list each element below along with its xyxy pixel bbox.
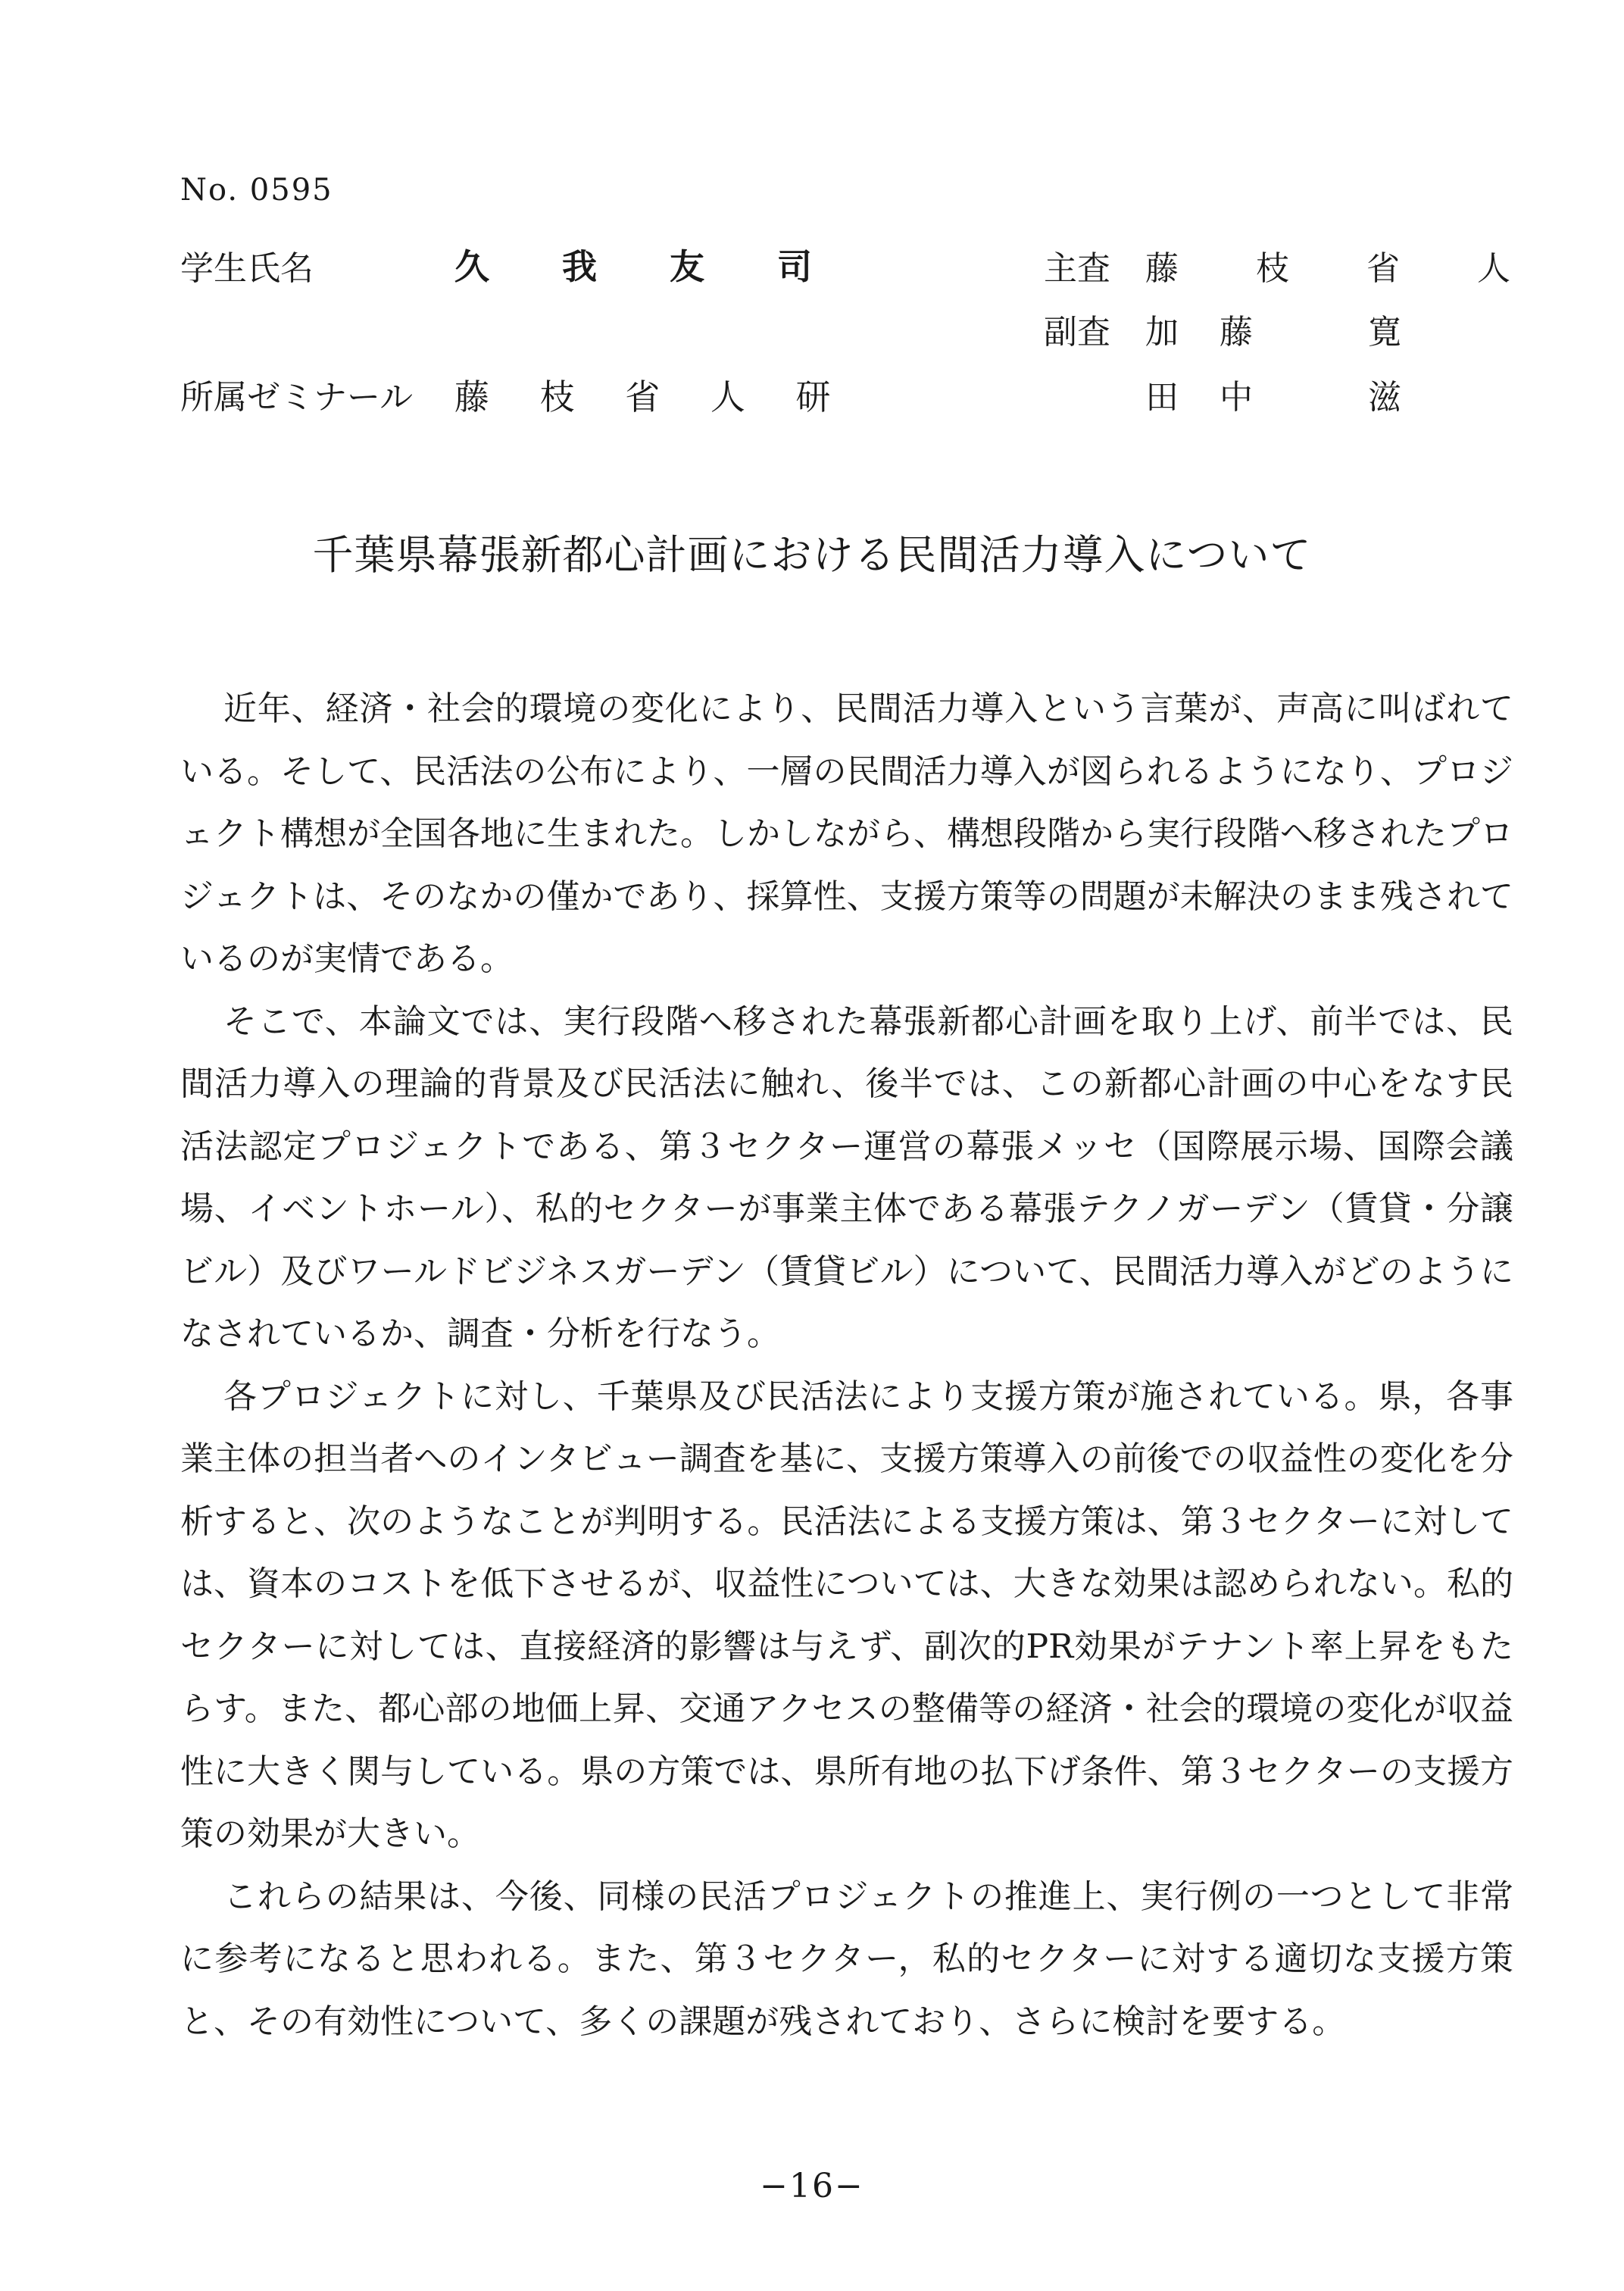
sub-examiner-label: 副査 [1044,313,1110,352]
student-name: 久 我 友 司 [454,246,843,287]
seminar-label: 所属ゼミナール [180,378,414,417]
paragraph: これらの結果は、今後、同様の民活プロジェクトの推進上、実行例の一つとして非常に参考になると思われる。また、第３セクター，私的セクターに対する適切な支援方策と、その有効性について、多くの課題が残されており、さらに検討を要する。 [180,1877,1513,2041]
document-number: No. 0595 [180,173,333,208]
page-number: −16− [760,2167,864,2205]
student-name-label: 学生氏名 [180,249,314,288]
sub-examiner-name: 加 藤 寛 [1145,313,1416,352]
paragraph: 近年、経済・社会的環境の変化により、民間活力導入という言葉が、声高に叫ばれている。そして、民活法の公布により、一層の民間活力導入が図られるようになり、プロジェクト構想が全国各地に生まれた。しかしながら、構想段階から実行段階へ移されたプロジェクトは、そのなかの僅かであり、採算性、支援方策等の問題が未解決のまま残されているのが実情である。 [180,689,1513,978]
thesis-title: 千葉県幕張新都心計画における民間活力導入について [312,531,1312,579]
paragraph: 各プロジェクトに対し、千葉県及び民活法により支援方策が施されている。県，各事業主体の担当者へのインタビュー調査を基に、支援方策導入の前後での収益性の変化を分析すると、次のようなことが判明する。民活法による支援方策は、第３セクターに対しては、資本のコストを低下させるが、収益性については、大きな効果は認められない。私的セクターに対しては、直接経済的影響は与えず、副次的PR効果がテナント率上昇をもたらす。また、都心部の地価上昇、交通アクセスの整備等の経済・社会的環境の変化が収益性に大きく関与している。県の方策では、県所有地の払下げ条件、第３セクターの支援方策の効果が大きい。 [180,1377,1514,1853]
chief-examiner-name: 藤 枝 省 人 [1145,249,1544,288]
paragraph: そこで、本論文では、実行段階へ移された幕張新都心計画を取り上げ、前半では、民間活力導入の理論的背景及び民活法に触れ、後半では、この新都心計画の中心をなす民活法認定プロジェクトである、第３セクター運営の幕張メッセ（国際展示場、国際会議場、イベントホール）、私的セクターが事業主体である幕張テクノガーデン（賃貸・分譲ビル）及びワールドビジネスガーデン（賃貸ビル）について、民間活力導入がどのようになされているか、調査・分析を行なう。 [180,1002,1513,1353]
abstract-body [180,678,1513,2053]
chief-examiner-label: 主査 [1044,249,1110,288]
sub-examiner-name-2: 田 中 滋 [1145,378,1416,417]
seminar-name: 藤 枝 省 人 研 [454,377,851,417]
